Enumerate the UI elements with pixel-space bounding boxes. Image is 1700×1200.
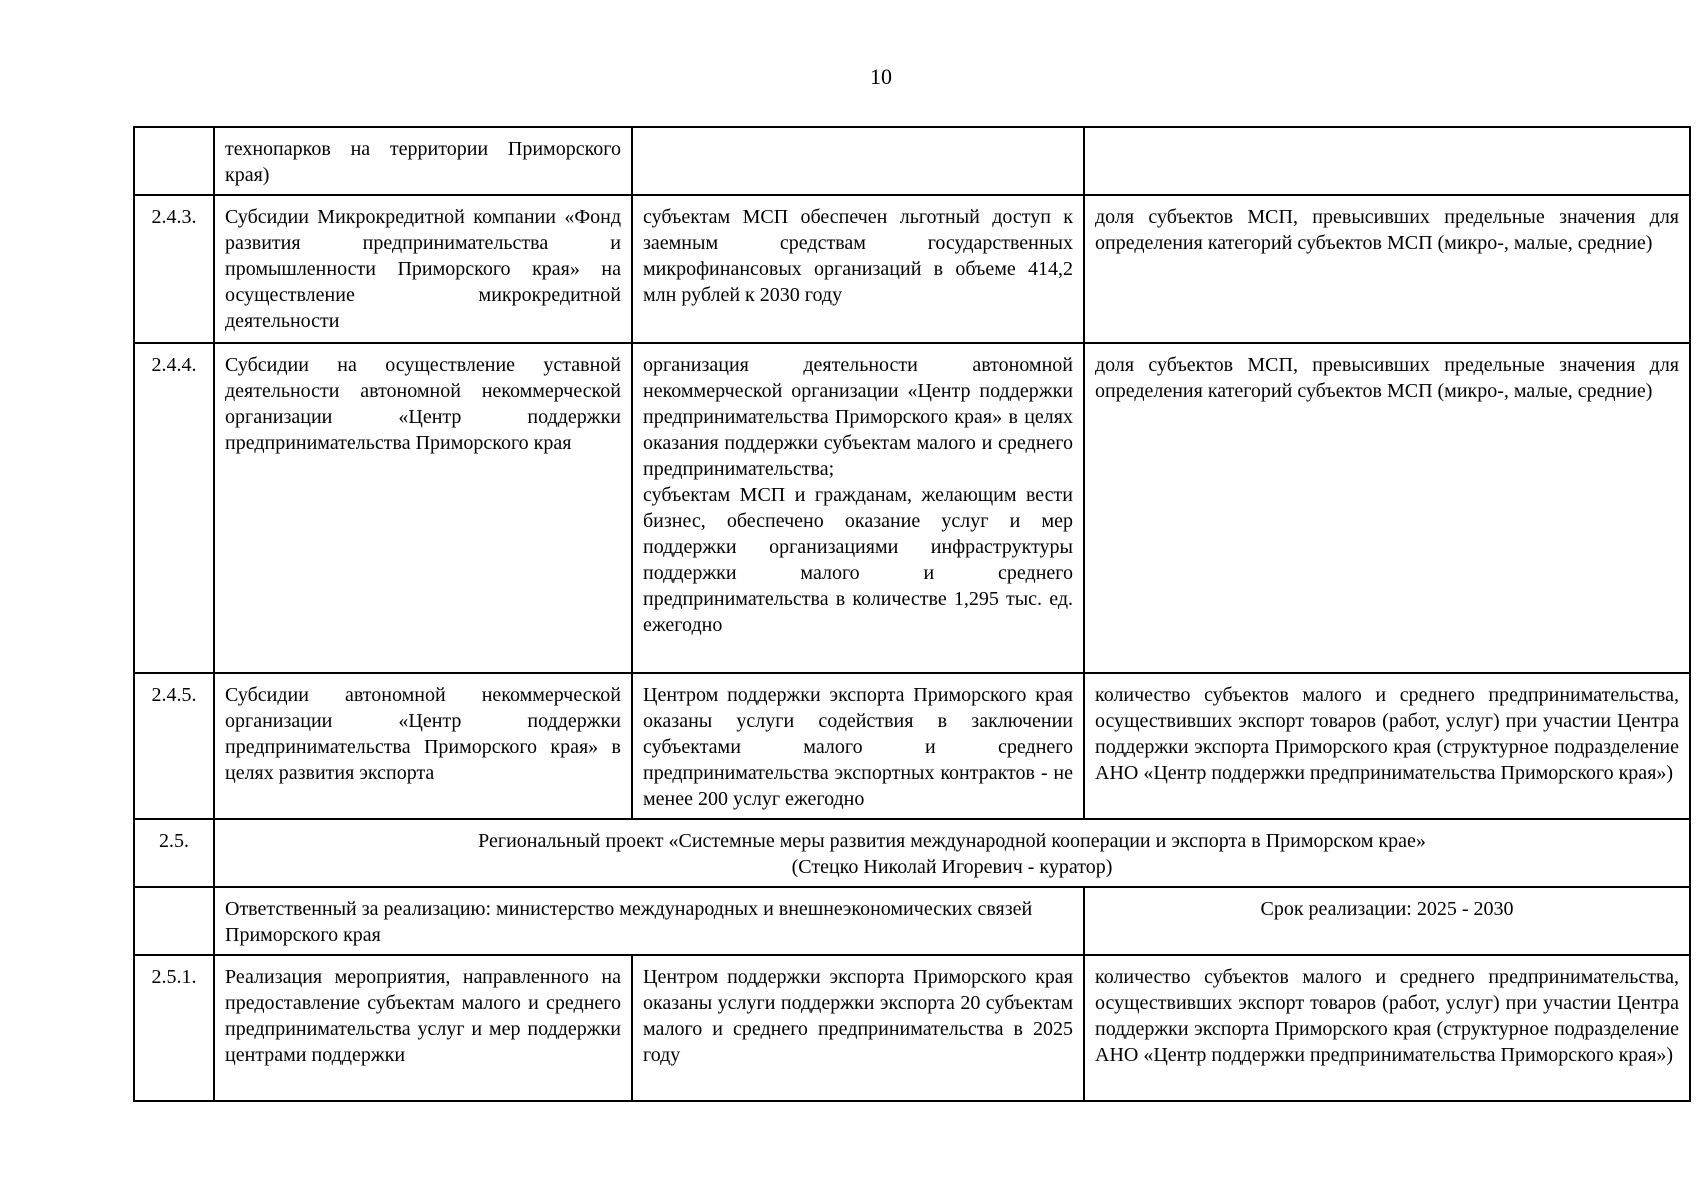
measure-result bbox=[632, 343, 1084, 673]
row-number: 2.5.1. bbox=[134, 955, 214, 1101]
measure-name: Субсидии автономной некоммерческой организации «Центр поддержки предпринимательства Приморского края» в целях развития экспорта bbox=[214, 673, 632, 819]
table-row bbox=[134, 955, 1690, 1101]
measure-indicator: количество субъектов малого и среднего предпринимательства, осуществивших экспорт товаров (работ, услуг) при участии Центра поддержки экспорта Приморского края (структурное подразделение АНО «Центр поддержки предпринимательства Приморского края») bbox=[1084, 673, 1690, 819]
result-paragraph: организация деятельности автономной некоммерческой организации «Центр поддержки предпринимательства Приморского края» в целях оказания поддержки субъектам малого и среднего предпринимательства; bbox=[643, 354, 1073, 480]
table-row bbox=[134, 343, 1690, 673]
measure-indicator: количество субъектов малого и среднего предпринимательства, осуществивших экспорт товаров (работ, услуг) при участии Центра поддержки экспорта Приморского края (структурное подразделение АНО «Центр поддержки предпринимательства Приморского края») bbox=[1084, 955, 1690, 1101]
project-info-row bbox=[134, 887, 1690, 955]
result-paragraph: субъектам МСП и гражданам, желающим вести бизнес, обеспечено оказание услуг и мер поддержки организациями инфраструктуры поддержки малого и среднего предпринимательства в количестве 1,295 тыс. ед. ежегодно bbox=[643, 484, 1073, 636]
measure-indicator: доля субъектов МСП, превысивших предельные значения для определения категорий субъектов МСП (микро-, малые, средние) bbox=[1084, 195, 1690, 343]
row-number: 2.4.4. bbox=[134, 343, 214, 673]
page-number: 10 bbox=[870, 64, 892, 89]
measure-name: Субсидии на осуществление уставной деятельности автономной некоммерческой организации «Центр поддержки предпринимательства Приморского края bbox=[214, 343, 632, 673]
row-number: 2.4.3. bbox=[134, 195, 214, 343]
row-number: 2.4.5. bbox=[134, 673, 214, 819]
table-row bbox=[134, 127, 1690, 195]
measure-name: Реализация мероприятия, направленного на предоставление субъектам малого и среднего предпринимательства услуг и мер поддержки центрами поддержки bbox=[214, 955, 632, 1101]
project-responsible: Ответственный за реализацию: министерство международных и внешнеэкономических связей Приморского края bbox=[214, 887, 1084, 955]
measure-name: технопарков на территории Приморского края) bbox=[214, 127, 632, 195]
measure-result: Центром поддержки экспорта Приморского края оказаны услуги содействия в заключении субъектами малого и среднего предпринимательства экспортных контрактов - не менее 200 услуг ежегодно bbox=[632, 673, 1084, 819]
measure-result: Центром поддержки экспорта Приморского края оказаны услуги поддержки экспорта 20 субъектам малого и среднего предпринимательства в 2025 году bbox=[632, 955, 1084, 1101]
project-row bbox=[134, 819, 1690, 887]
project-term: Срок реализации: 2025 - 2030 bbox=[1084, 887, 1690, 955]
table-row bbox=[134, 673, 1690, 819]
measure-indicator bbox=[1084, 127, 1690, 195]
row-number-empty bbox=[134, 887, 214, 955]
measure-result bbox=[632, 127, 1084, 195]
measures-table bbox=[133, 126, 1691, 1102]
project-title-line: Региональный проект «Системные меры развития международной кооперации и экспорта в Приморском крае» bbox=[478, 830, 1426, 852]
table-row bbox=[134, 195, 1690, 343]
measure-result: субъектам МСП обеспечен льготный доступ к заемным средствам государственных микрофинансовых организаций в объеме 414,2 млн рублей к 2030 году bbox=[632, 195, 1084, 343]
project-title bbox=[214, 819, 1690, 887]
row-number bbox=[134, 127, 214, 195]
measure-indicator: доля субъектов МСП, превысивших предельные значения для определения категорий субъектов МСП (микро-, малые, средние) bbox=[1084, 343, 1690, 673]
measure-name: Субсидии Микрокредитной компании «Фонд развития предпринимательства и промышленности Приморского края» на осуществление микрокредитной деятельности bbox=[214, 195, 632, 343]
row-number: 2.5. bbox=[134, 819, 214, 887]
project-curator: (Стецко Николай Игоревич - куратор) bbox=[791, 856, 1113, 878]
